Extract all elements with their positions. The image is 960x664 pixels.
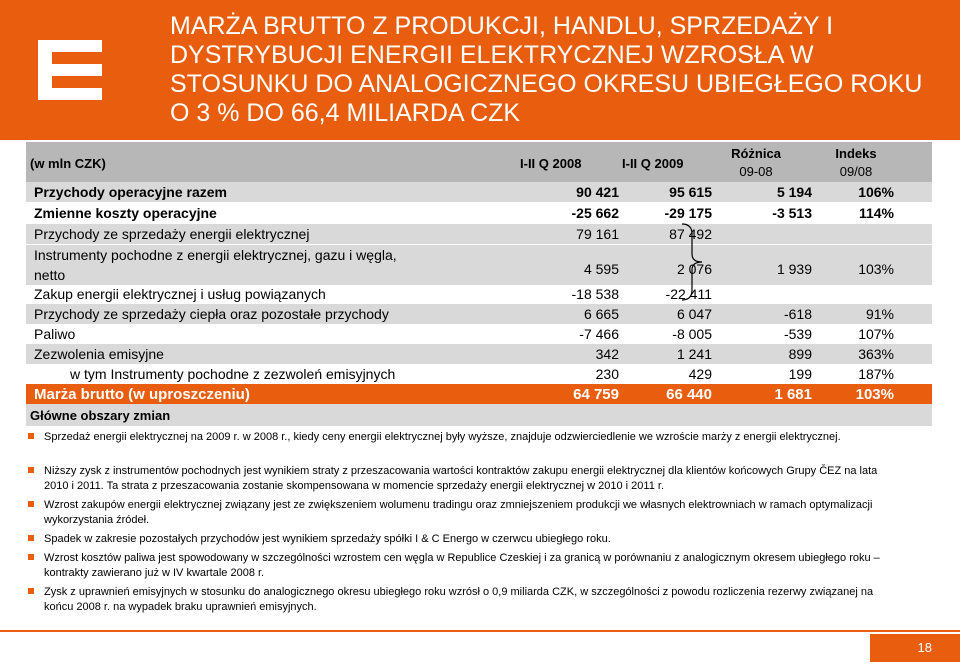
page-number-box: [870, 634, 960, 662]
cell-2009: 1 241: [676, 346, 712, 362]
cell-2008: 64 759: [573, 386, 619, 403]
table-row: [26, 203, 932, 223]
table-row: [26, 284, 932, 304]
cell-index: 106%: [858, 184, 894, 200]
col-header-2009: I-II Q 2009: [622, 156, 684, 171]
table-row: [26, 224, 932, 244]
table-row: [26, 182, 932, 202]
row-label: Zakup energii elektrycznej i usług powiązanych: [34, 286, 326, 302]
row-label: Zezwolenia emisyjne: [34, 346, 164, 362]
bullet-icon: [28, 535, 34, 541]
cell-diff: 199: [788, 366, 812, 382]
cell-diff: -539: [783, 326, 812, 342]
slide-title: MARŻA BRUTTO Z PRODUKCJI, HANDLU, SPRZEDAŻY I DYSTRYBUCJI ENERGII ELEKTRYCZNEJ WZROSŁA W STOSUNKU DO ANALOGICZNEGO OKRESU UBIEGŁEGO ROKU O 3 % DO 66,4 MILIARDA CZK: [170, 12, 923, 127]
cell-index: 363%: [858, 346, 894, 362]
cell-2009: -8 005: [672, 326, 712, 342]
cell-2009: 429: [688, 366, 712, 382]
row-label: Przychody operacyjne razem: [34, 184, 227, 200]
cell-2008: -25 662: [571, 205, 619, 221]
cell-2009: 66 440: [666, 386, 712, 403]
bullet-icon: [28, 467, 34, 473]
cell-index: 114%: [858, 205, 894, 221]
row-label: Przychody ze sprzedaży energii elektrycznej: [34, 226, 310, 242]
cell-diff: 1 939: [776, 261, 812, 277]
slide-header: [0, 0, 960, 140]
cell-2008: 6 665: [583, 306, 619, 322]
cell-2009: 6 047: [676, 306, 712, 322]
section-title: Główne obszary zmian: [30, 408, 171, 423]
bullet-icon: [28, 501, 34, 507]
cell-2008: -18 538: [571, 286, 619, 302]
table-row: [26, 344, 932, 364]
footer-divider: [0, 630, 960, 632]
row-label: Przychody ze sprzedaży ciepła oraz pozostałe przychody: [34, 306, 389, 322]
cez-logo-icon: [38, 40, 102, 100]
cell-index: 91%: [865, 306, 894, 322]
cell-2008: -7 466: [579, 326, 619, 342]
row-label: w tym Instrumenty pochodne z zezwoleń emisyjnych: [70, 366, 396, 382]
bullet-icon: [28, 433, 34, 439]
cell-2008: 342: [595, 346, 619, 362]
cell-2009: 95 615: [669, 184, 712, 200]
section-header: [26, 404, 932, 426]
table-row: [26, 245, 932, 285]
bullet-text: Zysk z uprawnień emisyjnych w stosunku do analogicznego okresu ubiegłego roku wzrósł o 0,9 miliarda CZK, w szczególności z powodu rozliczenia rezerwy związanej na końcu 2008 r. na wypadek braku uprawnień emisyjnych.: [44, 586, 874, 613]
cell-2008: 79 161: [576, 226, 619, 242]
cell-diff: 5 194: [776, 184, 812, 200]
cell-index: 107%: [858, 326, 894, 342]
bullet-text: Wzrost kosztów paliwa jest spowodowany w szczególności wzrostem cen węgla w Republice Czeskiej i za granicą w porównaniu z analogicznym okresem ubiegłego roku – kontrakty zawierano już w IV kwartale 2008 r.: [44, 552, 880, 579]
table-row: [26, 324, 932, 344]
bullet-text: Spadek w zakresie pozostałych przychodów jest wynikiem sprzedaży spółki I & C Energo w czerwcu ubiegłego roku.: [44, 533, 611, 545]
bullet-icon: [28, 588, 34, 594]
row-label: Zmienne koszty operacyjne: [34, 205, 217, 221]
bullet-text: Niższy zysk z instrumentów pochodnych jest wynikiem straty z przeszacowania wartości kontraktów zakupu energii elektrycznej dla klientów końcowych Grupy ČEZ na lata 2010 i 2011. Ta strata z przeszacowania zostanie skompensowana w momencie sprzedaży energii elektrycznej w 2010 i 2011 r.: [44, 465, 878, 492]
unit-label: (w mln CZK): [30, 156, 106, 171]
cell-diff: -3 513: [772, 205, 812, 221]
row-label: Marża brutto (w uproszczeniu): [34, 386, 250, 403]
row-label-line1: Instrumenty pochodne z energii elektrycznej, gazu i węgla,: [34, 247, 397, 263]
cell-2009: 87 492: [669, 226, 712, 242]
col-header-diff-sub: 09-08: [739, 164, 773, 179]
table-header: [26, 142, 932, 182]
bullet-text: Wzrost zakupów energii elektrycznej związany jest ze zwiększeniem wolumenu tradingu oraz zmniejszeniem produkcji we własnych elektrowniach w ramach optymalizacji wykorzystania źródeł.: [44, 499, 873, 526]
col-header-2008: I-II Q 2008: [520, 156, 582, 171]
bullet-text: Sprzedaż energii elektrycznej na 2009 r. w 2008 r., kiedy ceny energii elektrycznej były wyższe, znajduje odzwierciedlenie we wzroście marży z energii elektrycznej.: [44, 431, 841, 443]
col-header-diff: Różnica: [731, 146, 781, 161]
bullet-icon: [28, 554, 34, 560]
row-label-line2: netto: [34, 267, 66, 283]
page-number: 18: [917, 640, 932, 655]
cell-index: 187%: [858, 366, 894, 382]
cell-2008: 4 595: [583, 261, 619, 277]
row-label: Paliwo: [34, 326, 76, 342]
cell-diff: 899: [788, 346, 812, 362]
cell-diff: 1 681: [774, 386, 812, 403]
table-row: [26, 364, 932, 384]
cell-index: 103%: [855, 386, 894, 403]
table-row-gross-margin: [26, 384, 932, 404]
col-header-index: Indeks: [835, 146, 877, 161]
col-header-index-sub: 09/08: [839, 164, 873, 179]
cell-2009: -29 175: [664, 205, 712, 221]
cell-2009: -22 411: [665, 286, 712, 302]
cell-2009: 2 076: [676, 261, 712, 277]
cell-index: 103%: [858, 261, 894, 277]
brace-icon: [680, 222, 704, 302]
cell-2008: 90 421: [576, 184, 619, 200]
cell-diff: -618: [783, 306, 812, 322]
table-row: [26, 304, 932, 324]
cell-2008: 230: [595, 366, 619, 382]
